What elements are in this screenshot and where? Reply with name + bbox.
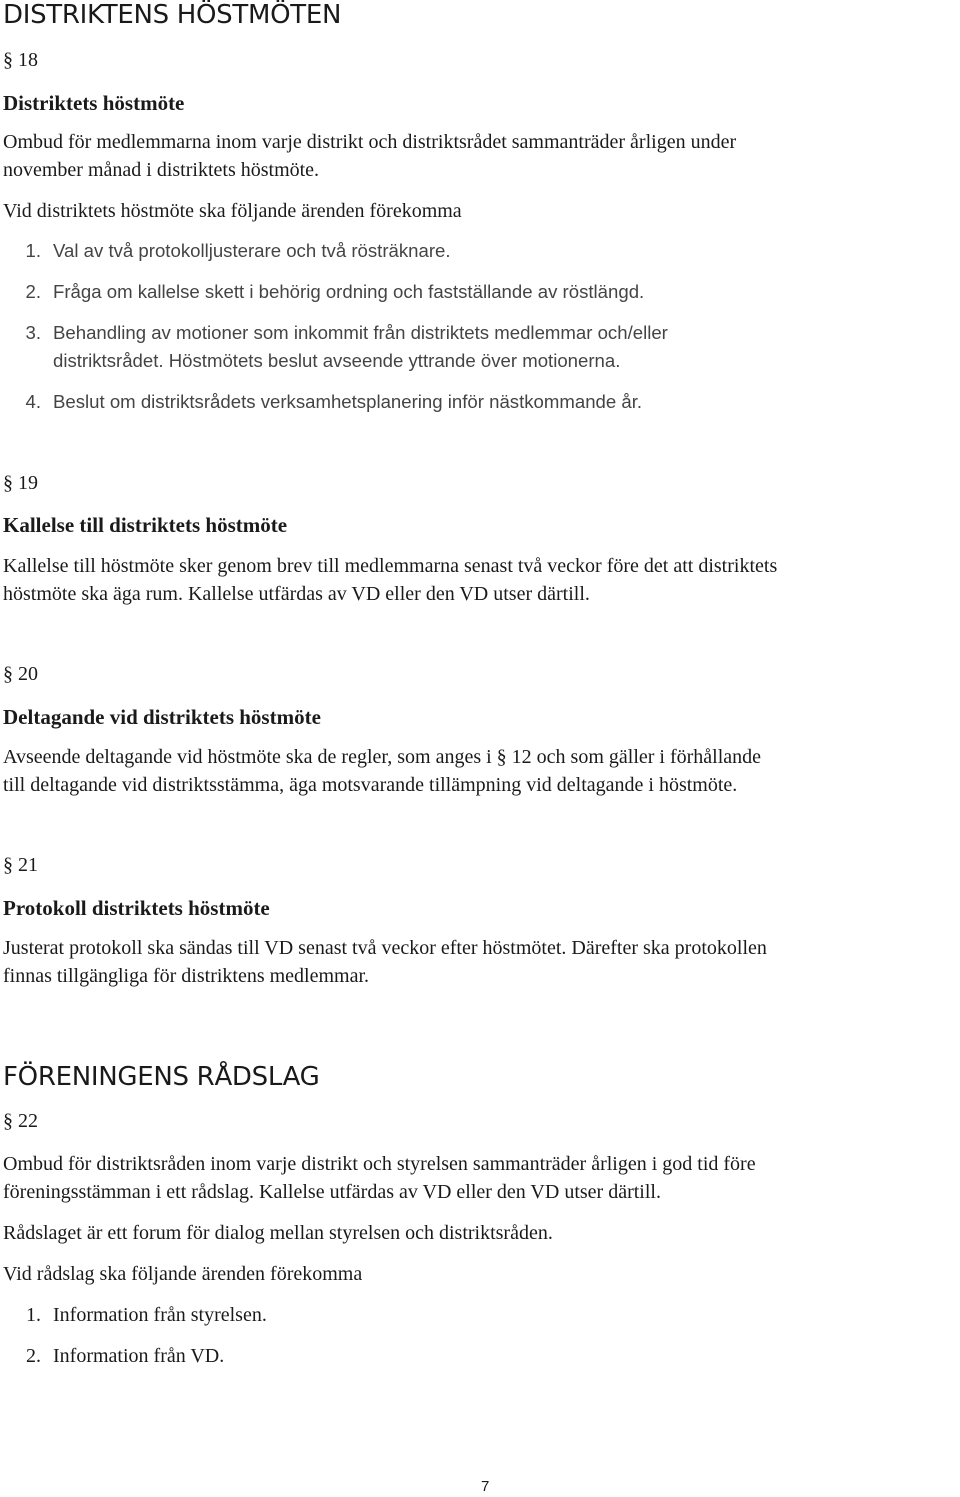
list-item: [3, 240, 451, 262]
list-item: [3, 1301, 267, 1329]
list-item-text: Information från VD.: [53, 1345, 225, 1367]
paragraph-text-line: till deltagande vid distriktsstämma, äga motsvarande tillämpning vid deltagande i höstmöte.: [3, 774, 738, 796]
paragraph-text-line: höstmöte ska äga rum. Kallelse utfärdas av VD eller den VD utser därtill.: [3, 583, 590, 605]
list-item-text: Behandling av motioner som inkommit från distriktets medlemmar och/eller: [53, 322, 668, 343]
paragraph-text-line: Justerat protokoll ska sändas till VD senast två veckor efter höstmötet. Därefter ska protokollen: [3, 937, 767, 959]
paragraph-title: Kallelse till distriktets höstmöte: [3, 513, 288, 537]
paragraph-title: Protokoll distriktets höstmöte: [3, 896, 270, 920]
paragraph-number: § 18: [3, 49, 38, 71]
list-item-number: 2.: [25, 281, 41, 302]
list-item-text: Fråga om kallelse skett i behörig ordning och fastställande av röstlängd.: [53, 281, 645, 302]
paragraph-title: Deltagande vid distriktets höstmöte: [3, 705, 321, 729]
paragraph-text-line: finnas tillgängliga för distriktens medlemmar.: [3, 965, 370, 987]
paragraph-number: § 19: [3, 472, 38, 494]
list-item: [3, 281, 644, 303]
list-item-text: Val av två protokolljusterare och två rösträknare.: [53, 240, 451, 261]
paragraph-text-line: Ombud för medlemmarna inom varje distrikt och distriktsrådet sammanträder årligen under: [3, 131, 737, 153]
paragraph-number: § 21: [3, 854, 38, 876]
paragraph-text-line: föreningsstämman i ett rådslag. Kallelse utfärdas av VD eller den VD utser därtill.: [3, 1181, 661, 1203]
list-item-number: 4.: [25, 391, 41, 412]
paragraph-text-line: Kallelse till höstmöte sker genom brev till medlemmarna senast två veckor före det att distriktets: [3, 555, 778, 577]
list-item-text: Beslut om distriktsrådets verksamhetsplanering inför nästkommande år.: [53, 391, 643, 412]
paragraph-number: § 22: [3, 1110, 38, 1132]
section-heading: FÖRENINGENS RÅDSLAG: [3, 1062, 320, 1092]
list-item-text: Information från styrelsen.: [53, 1304, 267, 1326]
list-item-number: 2.: [26, 1345, 41, 1367]
paragraph-title: Distriktets höstmöte: [3, 91, 185, 115]
paragraph-text-line: Ombud för distriktsråden inom varje distrikt och styrelsen sammanträder årligen i god tid före: [3, 1153, 756, 1175]
list-item-continuation: distriktsrådet. Höstmötets beslut avseende yttrande över motionerna.: [53, 350, 621, 371]
list-item: [3, 322, 668, 344]
page-number: 7: [481, 1478, 490, 1495]
paragraph-number: § 20: [3, 663, 38, 685]
section-heading: DISTRIKTENS HÖSTMÖTEN: [3, 0, 342, 30]
paragraph-text-line: Avseende deltagande vid höstmöte ska de regler, som anges i § 12 och som gäller i förhållande: [3, 746, 762, 768]
list-item: [3, 391, 642, 413]
list-item-number: 3.: [25, 322, 41, 343]
list-intro: Vid rådslag ska följande ärenden förekomma: [3, 1263, 363, 1285]
list-item: [3, 1342, 224, 1370]
paragraph-text-line: november månad i distriktets höstmöte.: [3, 159, 320, 181]
list-item-number: 1.: [26, 1304, 41, 1326]
list-item-number: 1.: [25, 240, 41, 261]
paragraph-text: Rådslaget är ett forum för dialog mellan styrelsen och distriktsråden.: [3, 1222, 553, 1244]
list-intro: Vid distriktets höstmöte ska följande ärenden förekomma: [3, 200, 462, 222]
